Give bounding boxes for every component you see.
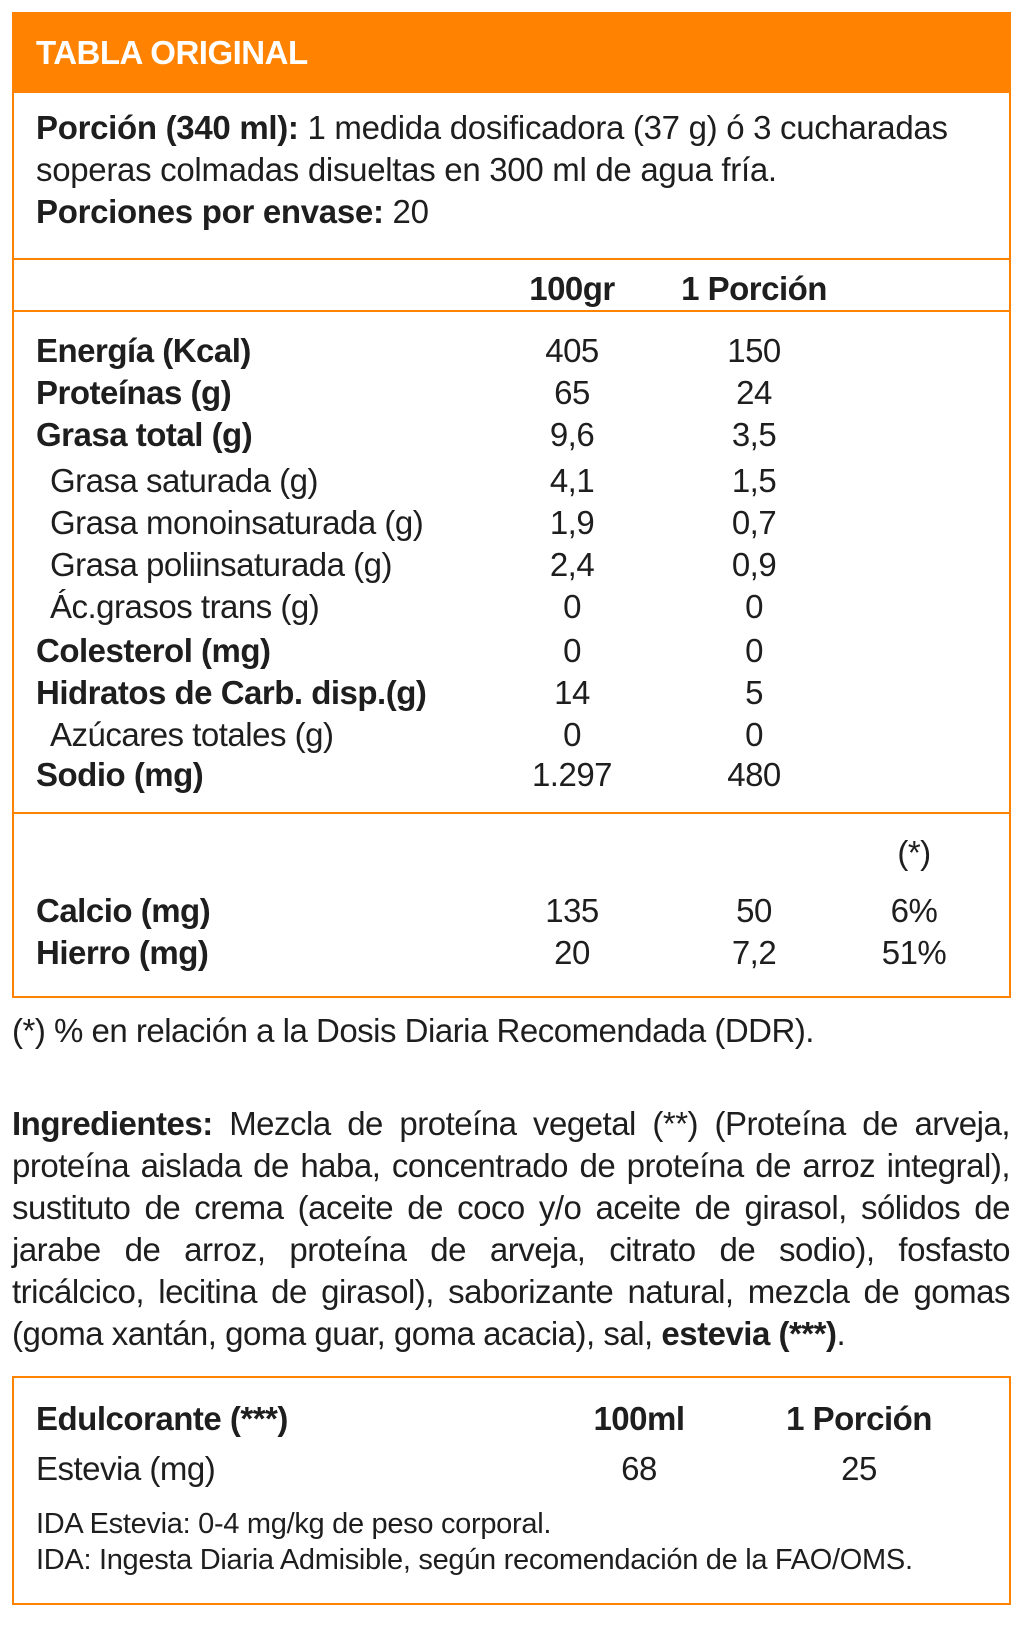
mineral-per100: 20 — [554, 934, 590, 971]
nutrient-label: Grasa saturada (g) — [50, 462, 318, 499]
nutrient-per100: 1.297 — [531, 756, 613, 793]
nutrient-row — [14, 502, 1009, 544]
nutrient-per-portion: 0 — [745, 588, 763, 625]
portion-label: Porción (340 ml): — [36, 109, 299, 146]
table-header — [14, 14, 1009, 93]
per-container-label: Porciones por envase: — [36, 193, 384, 230]
nutrient-per100: 9,6 — [549, 416, 595, 453]
sweetener-row-100ml: 68 — [621, 1450, 657, 1487]
nutrient-row — [14, 330, 1009, 372]
nutrient-per100: 65 — [554, 374, 590, 411]
mineral-row — [14, 890, 1009, 932]
nutrient-label: Grasa poliinsaturada (g) — [50, 546, 393, 583]
nutrient-label: Hidratos de Carb. disp.(g) — [36, 674, 427, 711]
nutrient-per100: 2,4 — [549, 546, 595, 583]
column-header-portion: 1 Porción — [681, 270, 827, 307]
nutrient-per100: 0 — [563, 716, 581, 753]
mineral-ddr: 51% — [881, 934, 947, 971]
mineral-ddr: 6% — [890, 892, 938, 929]
serving-info — [36, 107, 996, 233]
nutrient-label: Grasa monoinsaturada (g) — [50, 504, 424, 541]
divider — [14, 310, 1009, 312]
ida-note-2: IDA: Ingesta Diaria Admisible, según recomendación de la FAO/OMS. — [36, 1544, 913, 1576]
nutrient-row — [14, 460, 1009, 502]
nutrient-per100: 0 — [563, 588, 581, 625]
mineral-label: Hierro (mg) — [36, 934, 209, 971]
nutrient-row — [14, 586, 1009, 628]
nutrient-label: Azúcares totales (g) — [50, 716, 334, 753]
ingredients-end: . — [836, 1315, 846, 1352]
divider — [14, 258, 1009, 260]
nutrient-per-portion: 0 — [745, 632, 763, 669]
nutrient-per100: 1,9 — [549, 504, 595, 541]
nutrient-per-portion: 150 — [727, 332, 781, 369]
nutrient-per-portion: 0,9 — [731, 546, 777, 583]
column-header-100gr: 100gr — [529, 270, 615, 307]
nutrient-per-portion: 480 — [727, 756, 781, 793]
nutrient-per100: 14 — [554, 674, 590, 711]
sweetener-row-portion: 25 — [841, 1450, 877, 1487]
ingredients-highlight: estevia (***) — [661, 1315, 837, 1352]
nutrient-label: Ác.grasos trans (g) — [50, 588, 320, 625]
sweetener-row-label: Estevia (mg) — [36, 1450, 216, 1487]
nutrient-row — [14, 544, 1009, 586]
nutrient-row — [14, 714, 1009, 756]
nutrient-label: Energía (Kcal) — [36, 332, 251, 369]
sweetener-title: Edulcorante (***) — [36, 1400, 288, 1437]
sweetener-col-100ml: 100ml — [593, 1400, 685, 1437]
nutrient-row — [14, 414, 1009, 456]
ingredients-label: Ingredientes: — [12, 1105, 213, 1142]
sweetener-table — [12, 1376, 1011, 1605]
portion-text: 1 medida dosificadora (37 g) ó 3 cucharadas soperas colmadas disueltas en 300 ml de agua fría. — [36, 109, 948, 188]
ingredients-text — [12, 1103, 1010, 1355]
nutrient-row — [14, 754, 1009, 796]
nutrient-per100: 4,1 — [549, 462, 595, 499]
ingredients-body: Mezcla de proteína vegetal (**) (Proteína de arveja, proteína aislada de haba, concentrado de proteína de arroz integral), sustituto de crema (aceite de coco y/o aceite de girasol, sólidos de jarabe de arroz, proteína de arveja, citrato de sodio), fosfasto tricálcico, lecitina de girasol), saborizante natural, mezcla de gomas (goma xantán, goma guar, goma acacia), sal, — [12, 1105, 1010, 1352]
ddr-footnote: (*) % en relación a la Dosis Diaria Recomendada (DDR). — [12, 1012, 814, 1049]
nutrition-table — [12, 12, 1011, 998]
mineral-per100: 135 — [545, 892, 599, 929]
ddr-header-row — [14, 832, 1009, 874]
mineral-per-portion: 7,2 — [731, 934, 777, 971]
nutrient-label: Colesterol (mg) — [36, 632, 271, 669]
nutrient-per-portion: 0 — [745, 716, 763, 753]
nutrient-per-portion: 3,5 — [731, 416, 777, 453]
nutrient-per-portion: 5 — [745, 674, 763, 711]
nutrient-per100: 405 — [545, 332, 599, 369]
nutrient-row — [14, 672, 1009, 714]
ddr-column-header: (*) — [897, 834, 931, 871]
table-title: TABLA ORIGINAL — [36, 34, 308, 71]
mineral-label: Calcio (mg) — [36, 892, 211, 929]
per-container-value: 20 — [383, 193, 429, 230]
mineral-per-portion: 50 — [736, 892, 772, 929]
divider — [14, 812, 1009, 814]
nutrient-label: Proteínas (g) — [36, 374, 232, 411]
nutrient-label: Sodio (mg) — [36, 756, 204, 793]
nutrient-per-portion: 1,5 — [731, 462, 777, 499]
nutrient-row — [14, 372, 1009, 414]
nutrient-row — [14, 630, 1009, 672]
nutrient-per-portion: 0,7 — [731, 504, 777, 541]
sweetener-col-portion: 1 Porción — [786, 1400, 932, 1437]
nutrient-per100: 0 — [563, 632, 581, 669]
nutrient-per-portion: 24 — [736, 374, 772, 411]
ida-note-1: IDA Estevia: 0-4 mg/kg de peso corporal. — [36, 1508, 552, 1540]
mineral-row — [14, 932, 1009, 974]
nutrient-label: Grasa total (g) — [36, 416, 253, 453]
